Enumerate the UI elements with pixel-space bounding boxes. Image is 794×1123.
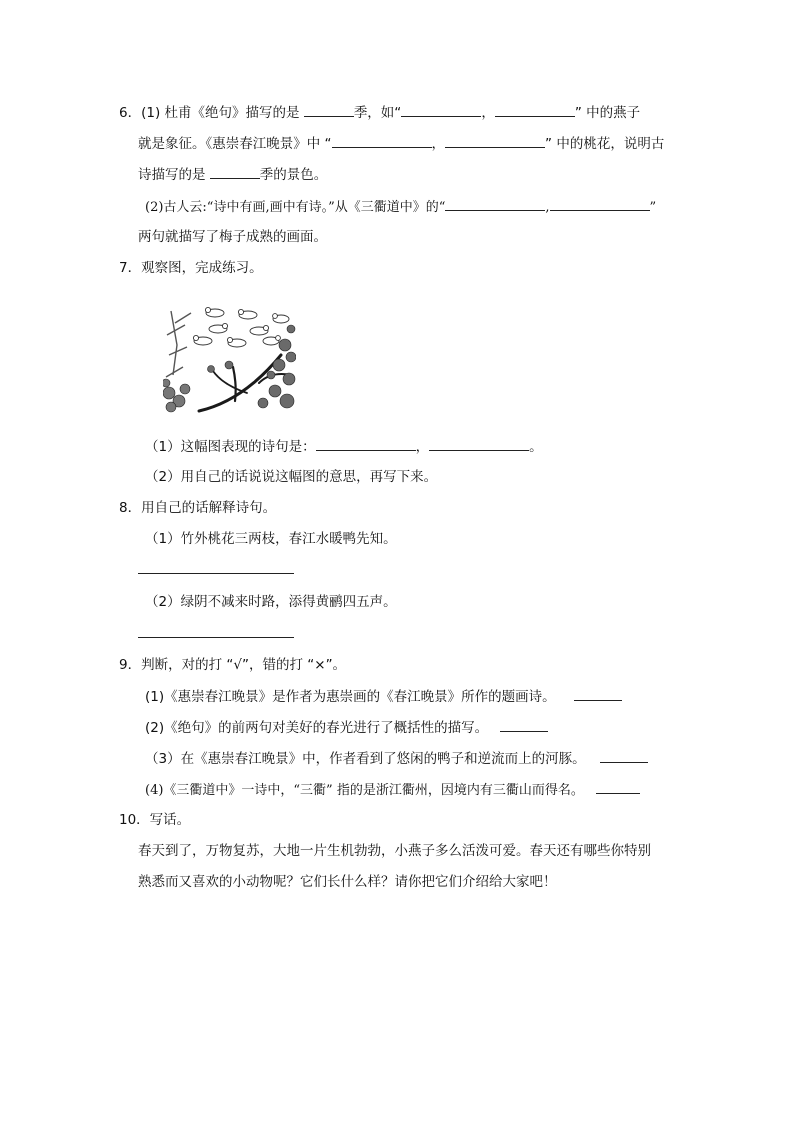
answer-blank[interactable] — [445, 133, 545, 148]
answer-line[interactable] — [138, 573, 294, 574]
q6-line-5: 两句就描写了梅子成熟的画面。 — [138, 229, 327, 245]
q8-title: 8．用自己的话解释诗句。 — [119, 500, 277, 516]
answer-blank[interactable] — [550, 196, 650, 211]
q10-prompt-line-1: 春天到了，万物复苏，大地一片生机勃勃，小燕子多么活泼可爱。春天还有哪些你特别 — [138, 843, 651, 859]
answer-blank[interactable] — [495, 102, 575, 117]
answer-blank[interactable] — [210, 164, 260, 179]
answer-blank[interactable] — [574, 686, 622, 701]
answer-blank[interactable] — [445, 196, 545, 211]
answer-line[interactable] — [138, 637, 294, 638]
q7-part-1: （1）这幅图表现的诗句是： ， 。 — [145, 436, 543, 457]
q7-part-2: （2）用自己的话说说这幅图的意思，再写下来。 — [145, 469, 438, 485]
q9-item-3: （3）在《惠崇春江晚景》中，作者看到了悠闲的鸭子和逆流而上的河豚。 — [145, 748, 648, 769]
q9-item-1: (1)《惠崇春江晚景》是作者为惠崇画的《春江晚景》所作的题画诗。 — [145, 686, 622, 707]
answer-blank[interactable] — [596, 779, 640, 794]
answer-blank[interactable] — [429, 436, 529, 451]
q8-part-2: （2）绿阴不减来时路，添得黄鹂四五声。 — [145, 594, 397, 610]
q6-line-3: 诗描写的是 季的景色。 — [138, 164, 327, 185]
ducks-peach-blossom-illustration — [163, 305, 296, 413]
q9-item-4: (4)《三衢道中》一诗中，“三衢” 指的是浙江衢州，因境内有三衢山而得名。 — [145, 779, 640, 801]
q9-title: 9．判断，对的打 “√”，错的打 “×”。 — [119, 657, 347, 673]
answer-blank[interactable] — [500, 717, 548, 732]
answer-blank[interactable] — [316, 436, 416, 451]
answer-blank[interactable] — [401, 102, 481, 117]
q6-line-2: 就是象征。《惠崇春江晚景》中 “ ， ” 中的桃花，说明古 — [138, 133, 664, 154]
q9-item-2: (2)《绝句》的前两句对美好的春光进行了概括性的描写。 — [145, 717, 548, 738]
answer-blank[interactable] — [332, 133, 432, 148]
q6-line-1: 6．(1) 杜甫《绝句》描写的是 季，如“ ， ” 中的燕子 — [119, 102, 640, 123]
q10-title: 10．写话。 — [119, 812, 191, 828]
q6-text: 6．(1) 杜甫《绝句》描写的是 — [119, 105, 300, 121]
q10-prompt-line-2: 熟悉而又喜欢的小动物呢？它们长什么样？请你把它们介绍给大家吧！ — [138, 874, 557, 890]
answer-blank[interactable] — [600, 748, 648, 763]
answer-blank[interactable] — [304, 102, 354, 117]
q7-title: 7．观察图，完成练习。 — [119, 260, 263, 276]
q6-line-4: (2)古人云:“诗中有画,画中有诗。”从《三衢道中》的“ , ” — [145, 196, 656, 218]
q8-part-1: （1）竹外桃花三两枝，春江水暖鸭先知。 — [145, 531, 397, 547]
